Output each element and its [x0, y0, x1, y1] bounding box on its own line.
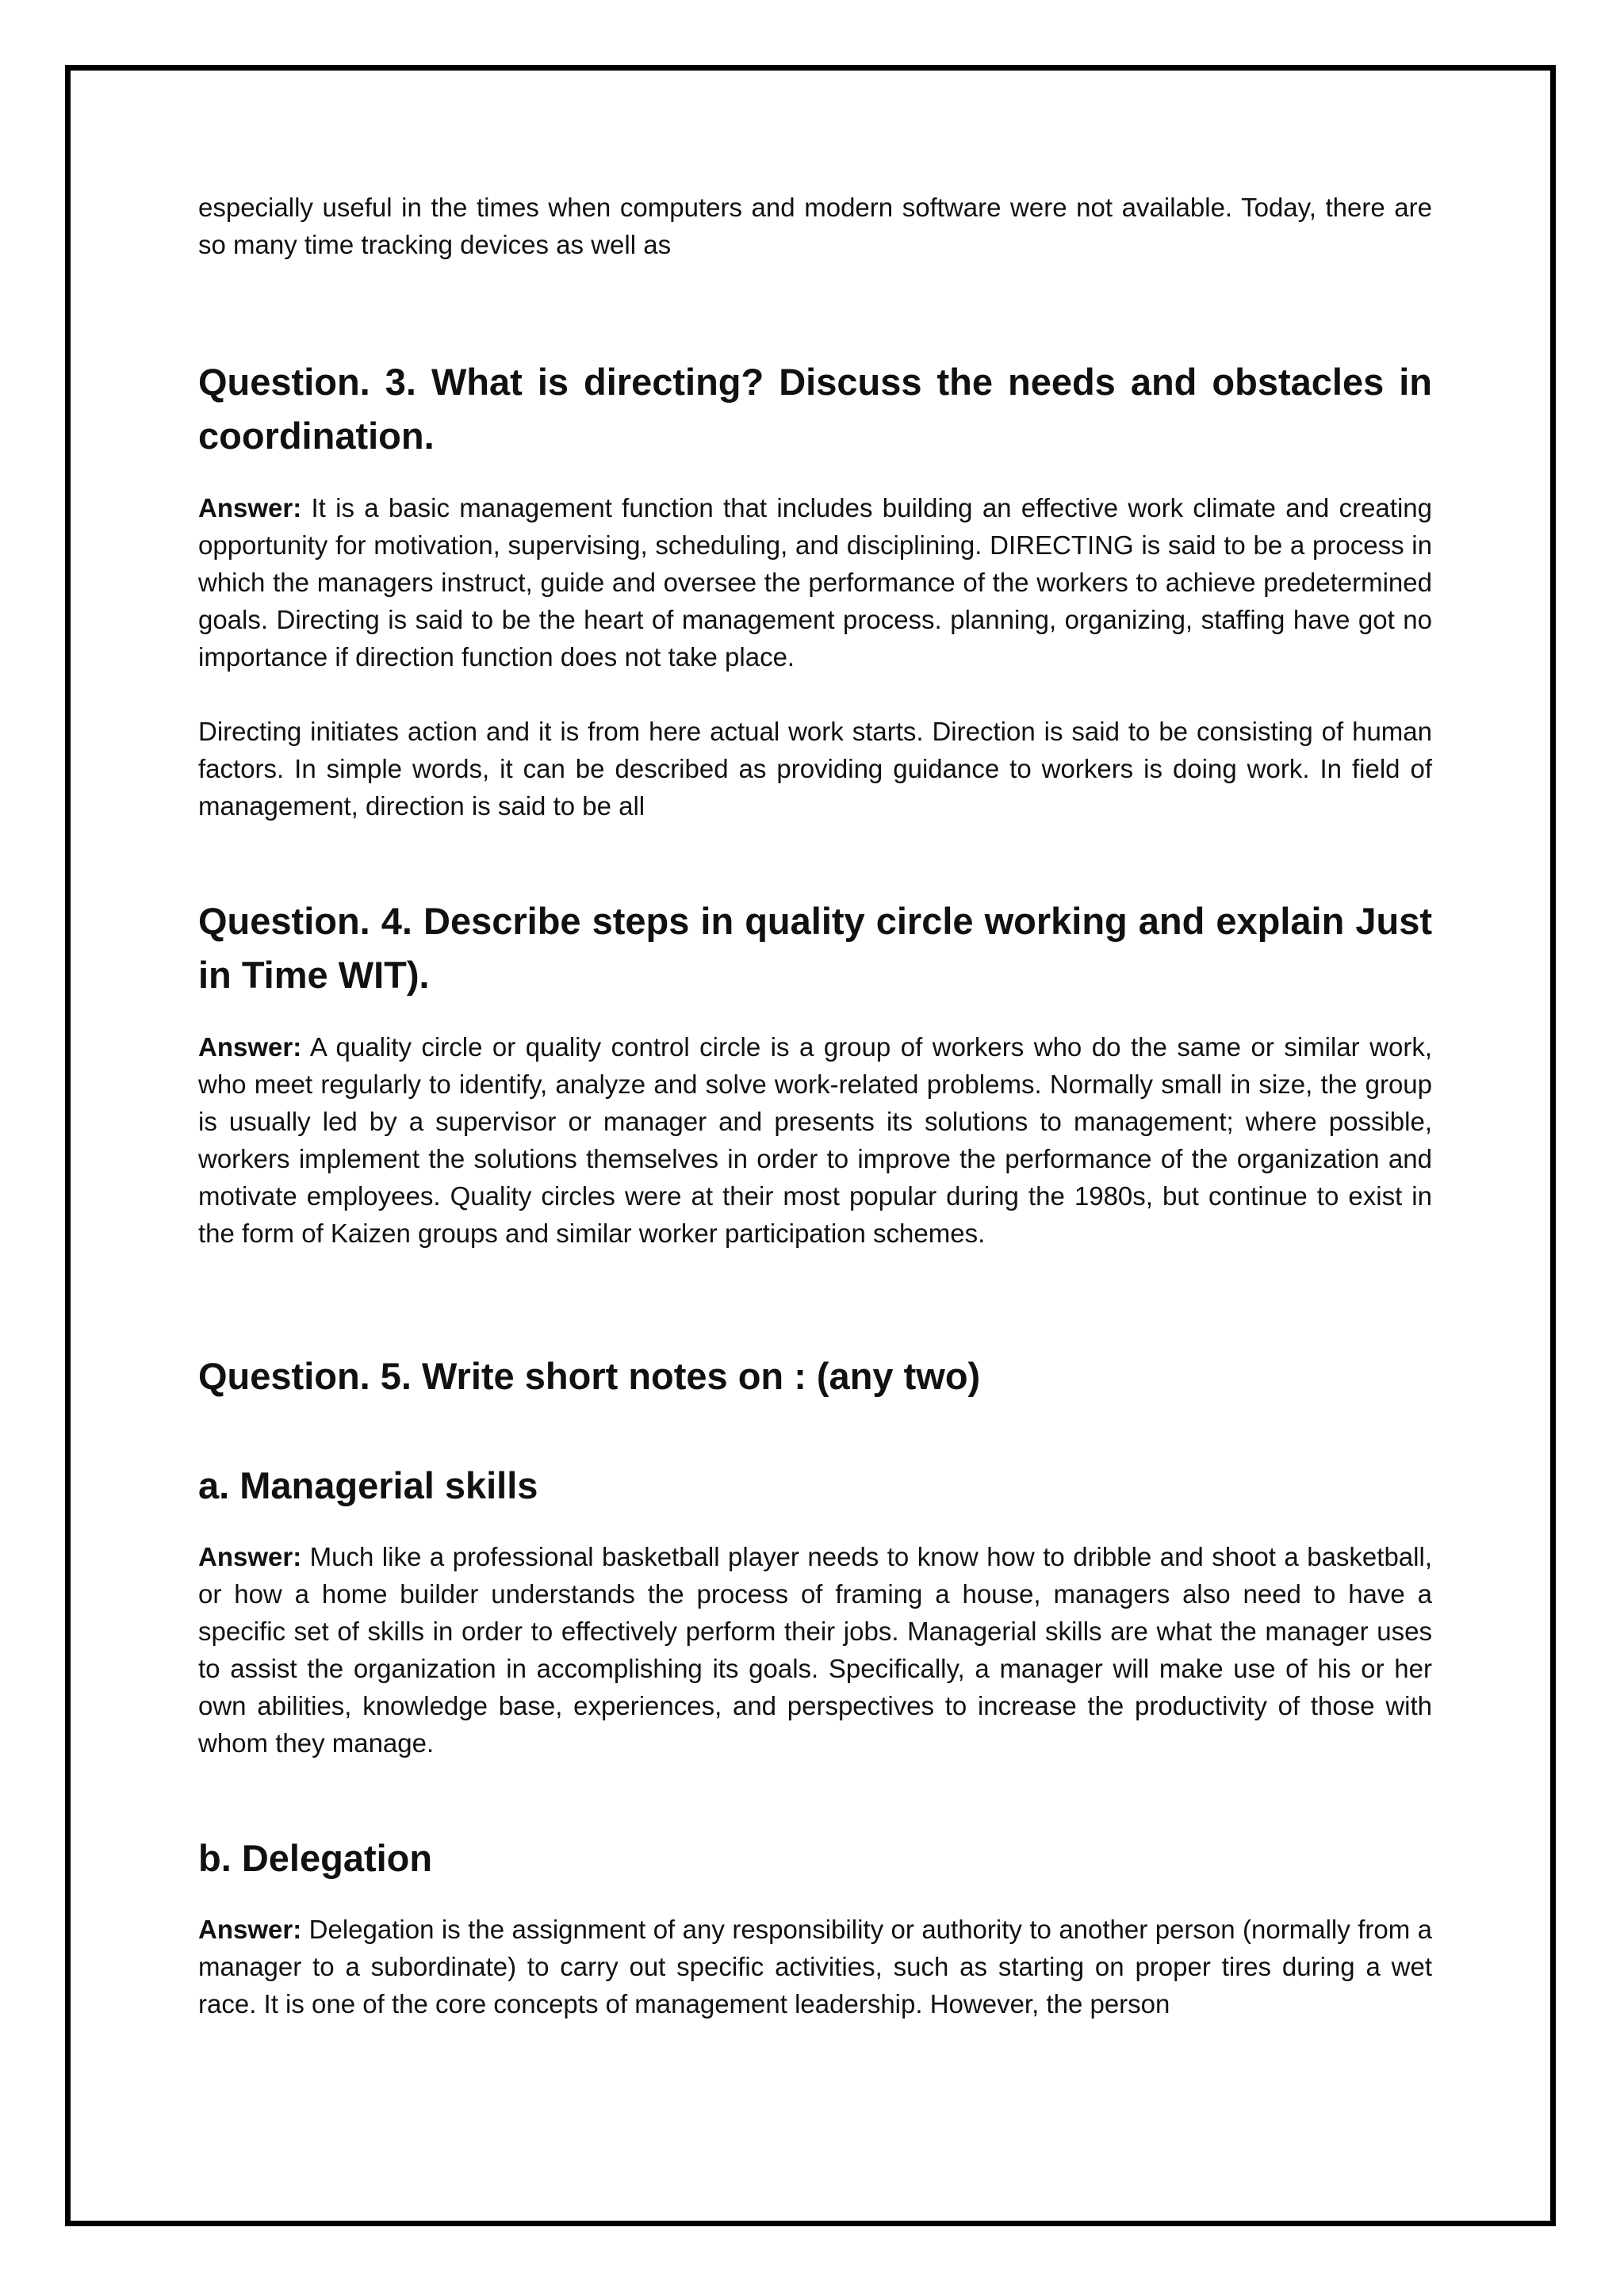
answer-label: Answer: [198, 1542, 302, 1571]
question-3-answer [198, 489, 1432, 675]
document-body [198, 189, 1432, 2022]
question-3-heading: Question. 3. What is directing? Discuss the needs and obstacles in coordination. [198, 361, 1432, 457]
question-5b-heading: b. Delegation [198, 1837, 433, 1879]
answer-label: Answer: [198, 1032, 302, 1062]
answer-text: It is a basic management function that includes building an effective work climate and creating opportunity for motivation, supervising, scheduling, and disciplining. DIRECTING is said to be a process in which the managers instruct, guide and oversee the performance of the workers to achieve predetermined goals. Directing is said to be the heart of management process. planning, organizing, staffing have got no importance if direction function does not take place. [198, 493, 1432, 672]
question-4-answer [198, 1028, 1432, 1252]
question-5-heading: Question. 5. Write short notes on : (any two) [198, 1355, 981, 1397]
answer-text: A quality circle or quality control circle is a group of workers who do the same or similar work, who meet regularly to identify, analyze and solve work-related problems. Normally small in size, the group is usually led by a supervisor or manager and presents its solutions to management; where possible, workers implement the solutions themselves in order to improve the performance of the organization and motivate employees. Quality circles were at their most popular during the 1980s, but continue to exist in the form of Kaizen groups and similar worker participation schemes. [198, 1032, 1432, 1248]
answer-label: Answer: [198, 1915, 302, 1944]
question-4-heading: Question. 4. Describe steps in quality circle working and explain Just in Time WIT). [198, 900, 1432, 996]
question-5b-answer [198, 1911, 1432, 2022]
answer-text: Much like a professional basketball player needs to know how to dribble and shoot a basketball, or how a home builder understands the process of framing a house, managers also need to have a specific set of skills in order to effectively perform their jobs. Managerial skills are what the manager uses to assist the organization in accomplishing its goals. Specifically, a manager will make use of his or her own abilities, knowledge base, experiences, and perspectives to increase the productivity of those with whom they manage. [198, 1542, 1432, 1758]
answer-text: Delegation is the assignment of any responsibility or authority to another person (normally from a manager to a subordinate) to carry out specific activities, such as starting on proper tires during a wet race. It is one of the core concepts of management leadership. However, the person [198, 1915, 1432, 2019]
question-3-paragraph-2: Directing initiates action and it is from here actual work starts. Direction is said to be consisting of human factors. In simple words, it can be described as providing guidance to workers is doing work. In field of management, direction is said to be all [198, 717, 1432, 821]
question-5a-answer [198, 1538, 1432, 1762]
answer-label: Answer: [198, 493, 302, 522]
question-5a-heading: a. Managerial skills [198, 1464, 538, 1506]
intro-paragraph: especially useful in the times when computers and modern software were not available. Today, there are so many time tracking devices as well as [198, 193, 1432, 259]
